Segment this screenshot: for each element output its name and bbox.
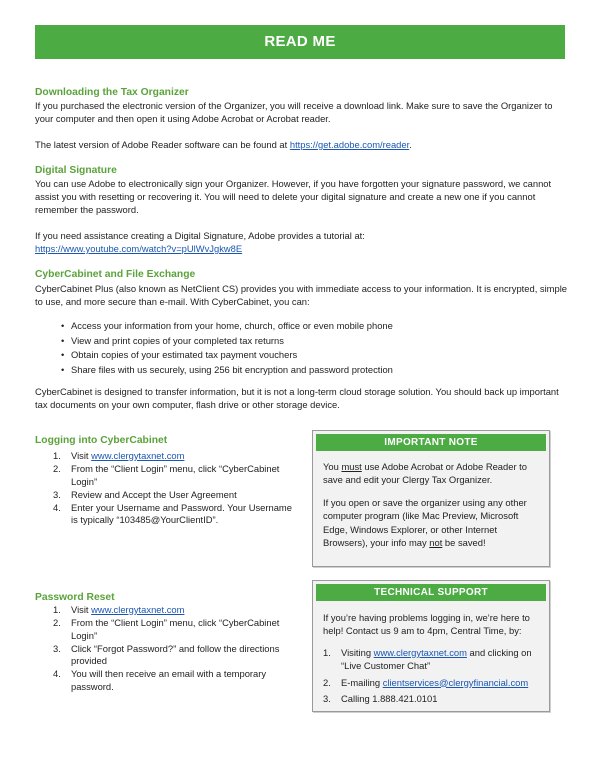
download-paragraph: If you purchased the electronic version of the Organizer, you will receive a download link. Make sure to save the Organizer to your computer and then open it using Adobe Acrobat or Acrobat reader.	[35, 100, 553, 124]
login-step	[35, 502, 295, 527]
list-item: • Obtain copies of your estimated tax payment vouchers	[35, 348, 570, 363]
cybercabinet-heading: CyberCabinet and File Exchange	[35, 269, 196, 280]
step-text: Click “Forgot Password?” and follow the directions provided	[71, 642, 280, 667]
important-note-box	[312, 430, 550, 567]
adobe-reader-prefix: The latest version of Adobe Reader software can be found at	[35, 139, 290, 150]
step-number: 3.	[323, 693, 331, 705]
step-text: From the “Client Login” menu, click “CyberCabinet Login”	[71, 617, 280, 641]
support-email-link[interactable]: clientservices@clergyfinancial.com	[382, 676, 529, 688]
note-text: be saved!	[442, 537, 486, 549]
download-heading: Downloading the Tax Organizer	[35, 87, 189, 98]
cybercabinet-feature-list	[35, 319, 570, 377]
reset-step	[35, 617, 285, 642]
signature-tutorial-text: If you need assistance creating a Digital Signature, Adobe provides a tutorial at:	[35, 230, 365, 241]
support-contact-list	[323, 646, 539, 706]
signature-paragraph: You can use Adobe to electronically sign your Organizer. However, if you have forgotten your signature password, we cannot assist you with resetting or recovering it. You will need to delete your digital signature and create a new one if you cannot remember the password.	[35, 178, 552, 215]
support-step	[323, 646, 539, 673]
step-number: 1.	[323, 646, 331, 658]
adobe-reader-suffix: .	[409, 139, 412, 150]
step-prefix: E-mailing	[341, 676, 383, 688]
step-number: 2.	[53, 617, 61, 629]
step-number: 2.	[53, 463, 61, 475]
login-steps	[35, 450, 295, 528]
step-text: From the “Client Login” menu, click “CyberCabinet Login”	[71, 463, 280, 487]
password-reset-heading: Password Reset	[35, 592, 115, 603]
step-prefix: Visit	[71, 450, 92, 461]
page-title: READ ME	[264, 33, 336, 50]
login-clergytaxnet-link[interactable]: www.clergytaxnet.com	[91, 450, 185, 461]
reset-step	[35, 668, 285, 693]
step-suffix: and clicking on “Live Customer Chat”	[341, 646, 532, 672]
cybercabinet-intro: CyberCabinet Plus (also known as NetClient CS) provides you with immediate access to your information. It is encrypted, simple to use, and more secure than e-mail. With CyberCabinet, you can:	[35, 283, 567, 307]
password-reset-steps	[35, 604, 285, 694]
step-text: Review and Accept the User Agreement	[71, 488, 237, 500]
page-banner	[35, 25, 565, 59]
important-note-title: IMPORTANT NOTE	[316, 434, 546, 451]
technical-support-box	[312, 580, 550, 712]
support-step	[323, 692, 539, 705]
reset-step	[35, 604, 285, 616]
list-item: • View and print copies of your completed tax returns	[35, 334, 570, 349]
note-text: use Adobe Acrobat or Adobe Reader to save and edit your Clergy Tax Organizer.	[323, 461, 527, 486]
step-text: You will then receive an email with a temporary password.	[71, 668, 267, 692]
signature-tutorial-link[interactable]: https://www.youtube.com/watch?v=pUlWvJgkw8E	[35, 243, 243, 254]
cybercabinet-outro: CyberCabinet is designed to transfer information, but it is not a long-term cloud storage solution. You should back up important tax documents on your own computer, flash drive or other storage device.	[35, 386, 559, 410]
list-item: • Access your information from your home, church, office or even mobile phone	[35, 319, 570, 334]
reset-clergytaxnet-link[interactable]: www.clergytaxnet.com	[91, 604, 185, 615]
technical-support-title: TECHNICAL SUPPORT	[316, 584, 546, 601]
note-emphasis-must: must	[341, 461, 362, 472]
step-number: 1.	[53, 450, 61, 461]
step-text: Calling 1.888.421.0101	[341, 693, 438, 705]
important-note-paragraph-1	[323, 460, 539, 487]
step-number: 4.	[53, 502, 61, 514]
login-heading: Logging into CyberCabinet	[35, 435, 168, 446]
login-step	[35, 489, 295, 501]
login-step	[35, 463, 295, 488]
login-step	[35, 450, 295, 462]
signature-heading: Digital Signature	[35, 165, 117, 176]
important-note-paragraph-2	[323, 496, 539, 550]
list-item: • Share files with us securely, using 256 bit encryption and password protection	[35, 363, 570, 378]
reset-step	[35, 643, 285, 668]
step-prefix: Visiting	[341, 646, 374, 658]
note-text: If you open or save the organizer using any other computer program (like Mac Preview, Microsoft Edge, Windows Explorer, or other Internet Browsers), your info may	[323, 496, 527, 549]
note-emphasis-not: not	[429, 537, 443, 549]
support-clergytaxnet-link[interactable]: www.clergytaxnet.com	[373, 646, 467, 658]
step-number: 3.	[53, 488, 61, 500]
signature-tutorial-line	[35, 243, 242, 256]
adobe-reader-link[interactable]: https://get.adobe.com/reader	[289, 139, 410, 150]
step-text: Enter your Username and Password. Your Username is typically “103485@YourClientID”.	[71, 502, 292, 526]
step-number: 2.	[323, 676, 331, 688]
technical-support-intro: If you’re having problems logging in, we’re here to help! Contact us 9 am to 4pm, Central Time, by:	[323, 612, 530, 637]
step-number: 1.	[53, 604, 61, 615]
note-text: You	[323, 461, 342, 472]
support-step	[323, 676, 539, 689]
step-number: 3.	[53, 642, 61, 654]
step-number: 4.	[53, 668, 61, 680]
adobe-reader-line	[35, 139, 570, 152]
step-prefix: Visit	[71, 604, 92, 615]
